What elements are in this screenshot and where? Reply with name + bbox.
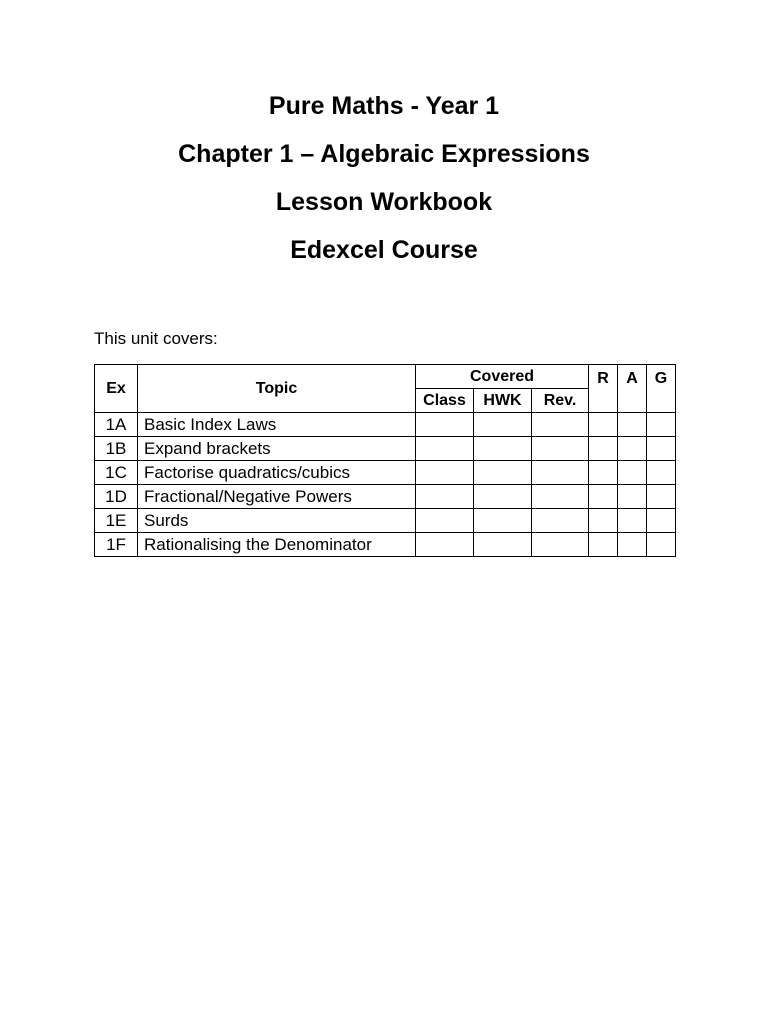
cell-class[interactable] [416,413,474,437]
cell-a[interactable] [618,485,647,509]
title-line-3: Lesson Workbook [275,188,493,216]
cell-r[interactable] [589,485,618,509]
cell-rev[interactable] [532,461,589,485]
row-ex: 1A [95,413,138,437]
row-ex: 1B [95,437,138,461]
cell-g[interactable] [647,485,676,509]
cell-r[interactable] [589,413,618,437]
header-class: Class [416,389,474,413]
table-row [95,485,676,509]
cell-g[interactable] [647,533,676,557]
row-topic: Fractional/Negative Powers [138,485,416,509]
cell-hwk[interactable] [474,413,532,437]
cell-hwk[interactable] [474,533,532,557]
row-topic: Expand brackets [138,437,416,461]
cell-class[interactable] [416,485,474,509]
row-topic: Basic Index Laws [138,413,416,437]
cell-class[interactable] [416,437,474,461]
header-r: R [589,365,618,413]
cell-class[interactable] [416,461,474,485]
cell-hwk[interactable] [474,461,532,485]
cell-rev[interactable] [532,509,589,533]
cell-a[interactable] [618,437,647,461]
cell-hwk[interactable] [474,437,532,461]
unit-table [94,364,676,557]
row-topic: Rationalising the Denominator [138,533,416,557]
header-g: G [647,365,676,413]
title-line-4: Edexcel Course [290,236,478,264]
cell-rev[interactable] [532,485,589,509]
header-hwk: HWK [474,389,532,413]
table-row [95,533,676,557]
title-block [0,86,768,278]
row-ex: 1E [95,509,138,533]
cell-rev[interactable] [532,437,589,461]
title-line-1: Pure Maths - Year 1 [268,92,500,120]
cell-r[interactable] [589,461,618,485]
header-ex: Ex [95,365,138,413]
cell-r[interactable] [589,437,618,461]
cell-a[interactable] [618,509,647,533]
cell-a[interactable] [618,413,647,437]
cell-g[interactable] [647,509,676,533]
row-ex: 1C [95,461,138,485]
title-line-2: Chapter 1 – Algebraic Expressions [178,140,590,168]
cell-rev[interactable] [532,533,589,557]
cell-hwk[interactable] [474,509,532,533]
intro-text: This unit covers: [94,329,218,348]
row-ex: 1D [95,485,138,509]
header-covered: Covered [416,365,589,389]
cell-g[interactable] [647,437,676,461]
cell-hwk[interactable] [474,485,532,509]
cell-g[interactable] [647,461,676,485]
cell-r[interactable] [589,533,618,557]
table-row [95,461,676,485]
table-row [95,437,676,461]
header-rev: Rev. [532,389,589,413]
cell-a[interactable] [618,461,647,485]
cell-class[interactable] [416,509,474,533]
header-a: A [618,365,647,413]
table-row [95,413,676,437]
cell-rev[interactable] [532,413,589,437]
table-row [95,509,676,533]
cell-g[interactable] [647,413,676,437]
row-topic: Factorise quadratics/cubics [138,461,416,485]
cell-class[interactable] [416,533,474,557]
cell-a[interactable] [618,533,647,557]
row-topic: Surds [138,509,416,533]
row-ex: 1F [95,533,138,557]
header-topic: Topic [138,365,416,413]
cell-r[interactable] [589,509,618,533]
